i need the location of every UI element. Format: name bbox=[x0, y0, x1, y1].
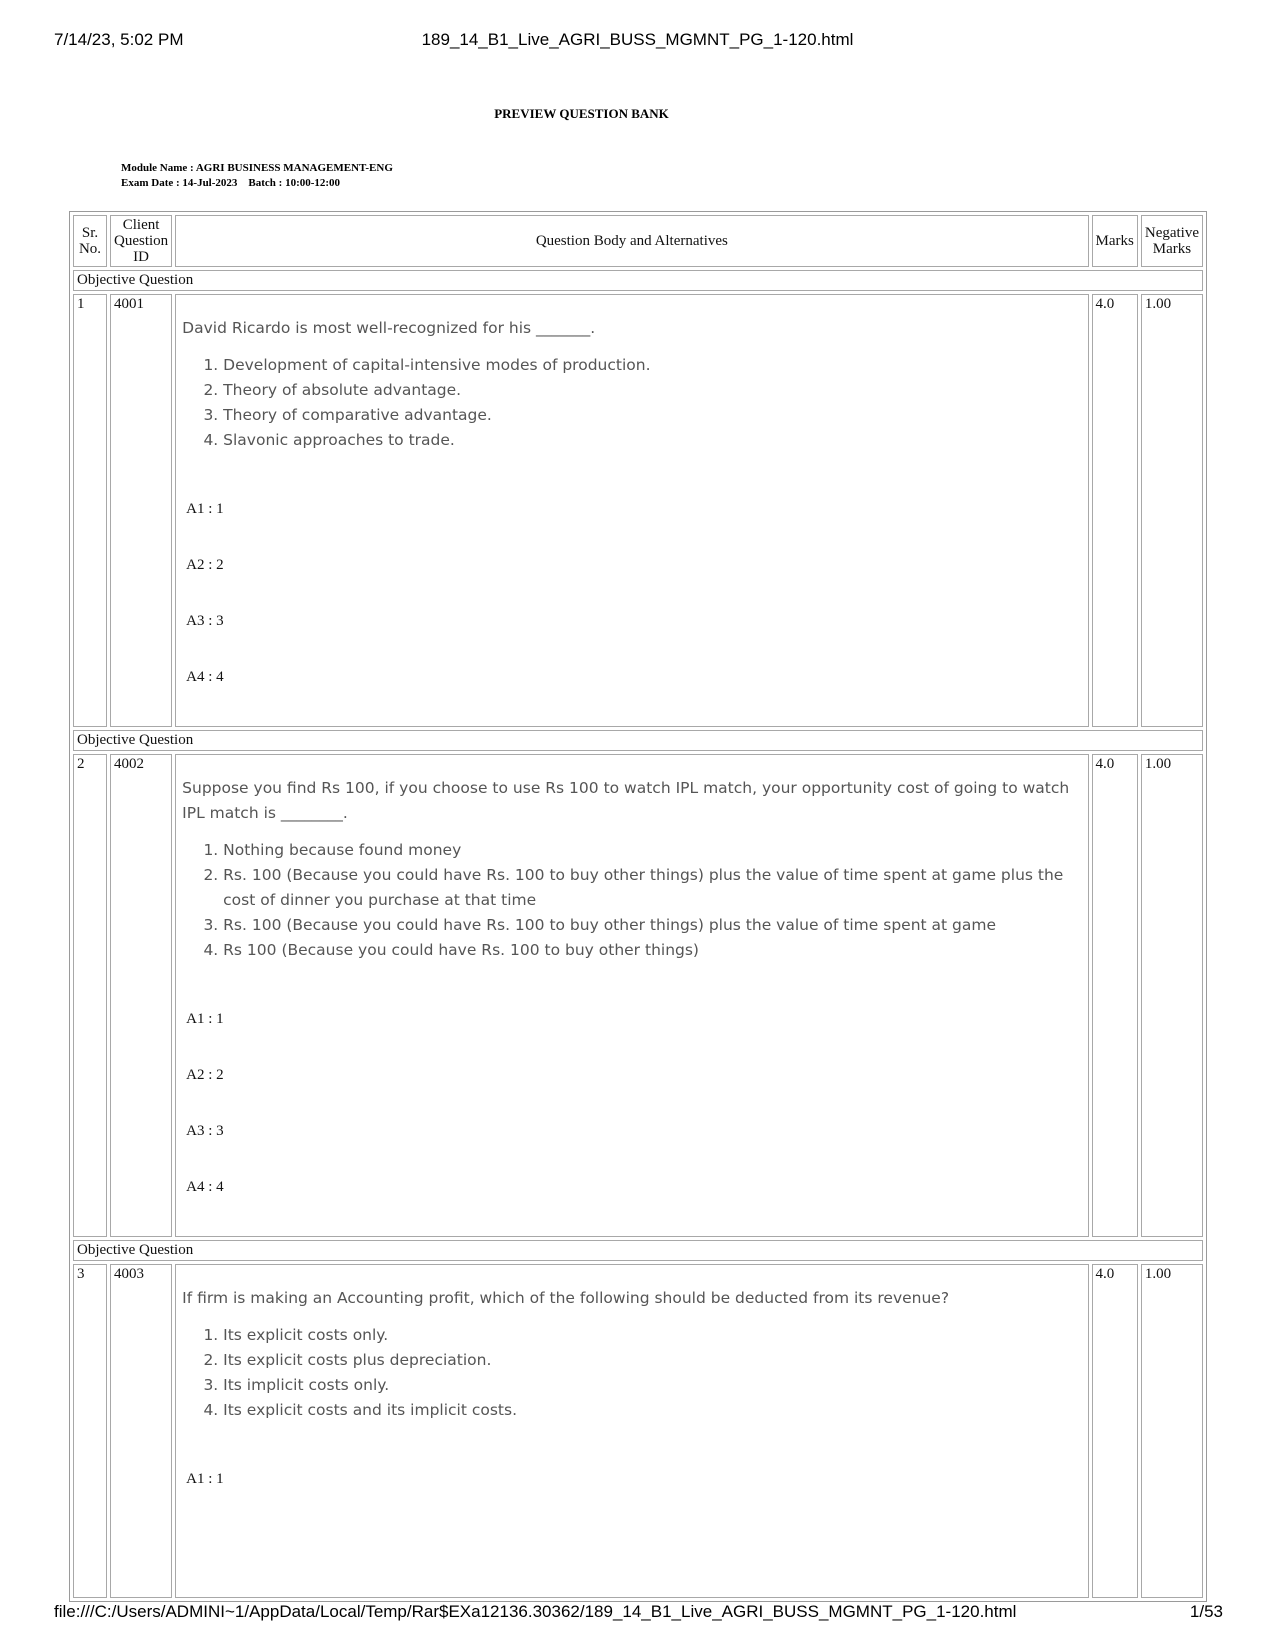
question-row bbox=[73, 754, 1203, 1237]
option-list bbox=[179, 838, 1084, 963]
header-client-qid: Client Question ID bbox=[110, 215, 172, 267]
marks: 4.0 bbox=[1092, 754, 1138, 1237]
question-text: David Ricardo is most well-recognized for his _______. bbox=[182, 319, 596, 337]
option: 1. Development of capital-intensive modes of production. bbox=[223, 353, 1084, 378]
client-qid: 4001 bbox=[110, 294, 172, 727]
negative-marks: 1.00 bbox=[1141, 754, 1203, 1237]
negative-marks: 1.00 bbox=[1141, 294, 1203, 727]
header-row bbox=[73, 215, 1203, 267]
module-name: Module Name : AGRI BUSINESS MANAGEMENT-ENG bbox=[121, 162, 393, 174]
negative-marks: 1.00 bbox=[1141, 1264, 1203, 1598]
answer: A2 : 2 bbox=[186, 1067, 224, 1083]
option: 4. Its explicit costs and its implicit costs. bbox=[223, 1398, 1084, 1423]
answer: A4 : 4 bbox=[186, 1179, 224, 1195]
option: 1. Its explicit costs only. bbox=[223, 1323, 1084, 1348]
module-meta bbox=[121, 161, 393, 191]
sr-no: 3 bbox=[73, 1264, 107, 1598]
section-row bbox=[73, 730, 1203, 751]
option: 4. Rs 100 (Because you could have Rs. 100 to buy other things) bbox=[223, 938, 1084, 963]
question-bank-table bbox=[69, 211, 1207, 1602]
header-marks: Marks bbox=[1092, 215, 1138, 267]
answer: A1 : 1 bbox=[186, 1011, 224, 1027]
question-text: If firm is making an Accounting profit, which of the following should be deducted from its revenue? bbox=[182, 1289, 950, 1307]
marks: 4.0 bbox=[1092, 294, 1138, 727]
option: 3. Its implicit costs only. bbox=[223, 1373, 1084, 1398]
option-list bbox=[179, 353, 1084, 453]
option: 2. Theory of absolute advantage. bbox=[223, 378, 1084, 403]
answer: A3 : 3 bbox=[186, 1123, 224, 1139]
option: 3. Rs. 100 (Because you could have Rs. 100 to buy other things) plus the value of time spent at game bbox=[223, 913, 1084, 938]
answer: A4 : 4 bbox=[186, 669, 224, 685]
header-negative-marks: Negative Marks bbox=[1141, 215, 1203, 267]
question-cell bbox=[175, 294, 1088, 727]
answer: A1 : 1 bbox=[186, 501, 224, 517]
section-row bbox=[73, 1240, 1203, 1261]
section-label: Objective Question bbox=[73, 730, 1203, 751]
option: 1. Nothing because found money bbox=[223, 838, 1084, 863]
question-cell bbox=[175, 754, 1088, 1237]
option-list bbox=[179, 1323, 1084, 1423]
exam-info bbox=[121, 176, 393, 191]
answer-list bbox=[179, 1471, 1084, 1489]
exam-date: Exam Date : 14-Jul-2023 bbox=[121, 177, 238, 189]
batch: Batch : 10:00-12:00 bbox=[248, 177, 341, 189]
marks: 4.0 bbox=[1092, 1264, 1138, 1598]
print-file-path: file:///C:/Users/ADMINI~1/AppData/Local/Temp/Rar$EXa12136.30362/189_14_B1_Live_AGRI_BUSS_MGMNT_PG_1-120.html bbox=[54, 1602, 1017, 1621]
option: 2. Its explicit costs plus depreciation. bbox=[223, 1348, 1084, 1373]
section-label: Objective Question bbox=[73, 270, 1203, 291]
page-number: 1/53 bbox=[1189, 1602, 1223, 1621]
sr-no: 2 bbox=[73, 754, 107, 1237]
answer: A2 : 2 bbox=[186, 557, 224, 573]
answer: A3 : 3 bbox=[186, 613, 224, 629]
section-row bbox=[73, 270, 1203, 291]
header-sr-no: Sr. No. bbox=[73, 215, 107, 267]
client-qid: 4002 bbox=[110, 754, 172, 1237]
print-doc-title: 189_14_B1_Live_AGRI_BUSS_MGMNT_PG_1-120.html bbox=[421, 30, 854, 49]
sr-no: 1 bbox=[73, 294, 107, 727]
bank-title: PREVIEW QUESTION BANK bbox=[494, 106, 669, 121]
question-row bbox=[73, 1264, 1203, 1598]
section-label: Objective Question bbox=[73, 1240, 1203, 1261]
question-cell bbox=[175, 1264, 1088, 1598]
client-qid: 4003 bbox=[110, 1264, 172, 1598]
answer: A1 : 1 bbox=[186, 1471, 224, 1487]
answer-list bbox=[179, 501, 1084, 687]
print-date: 7/14/23, 5:02 PM bbox=[54, 30, 184, 49]
answer-list bbox=[179, 1011, 1084, 1197]
option: 2. Rs. 100 (Because you could have Rs. 100 to buy other things) plus the value of time spent at game plus the cost of dinner you purchase at that time bbox=[223, 863, 1084, 913]
question-text: Suppose you find Rs 100, if you choose to use Rs 100 to watch IPL match, your opportunity cost of going to watch IPL match is ________. bbox=[182, 779, 1070, 822]
header-question-body: Question Body and Alternatives bbox=[175, 215, 1088, 267]
option: 4. Slavonic approaches to trade. bbox=[223, 428, 1084, 453]
question-row bbox=[73, 294, 1203, 727]
option: 3. Theory of comparative advantage. bbox=[223, 403, 1084, 428]
